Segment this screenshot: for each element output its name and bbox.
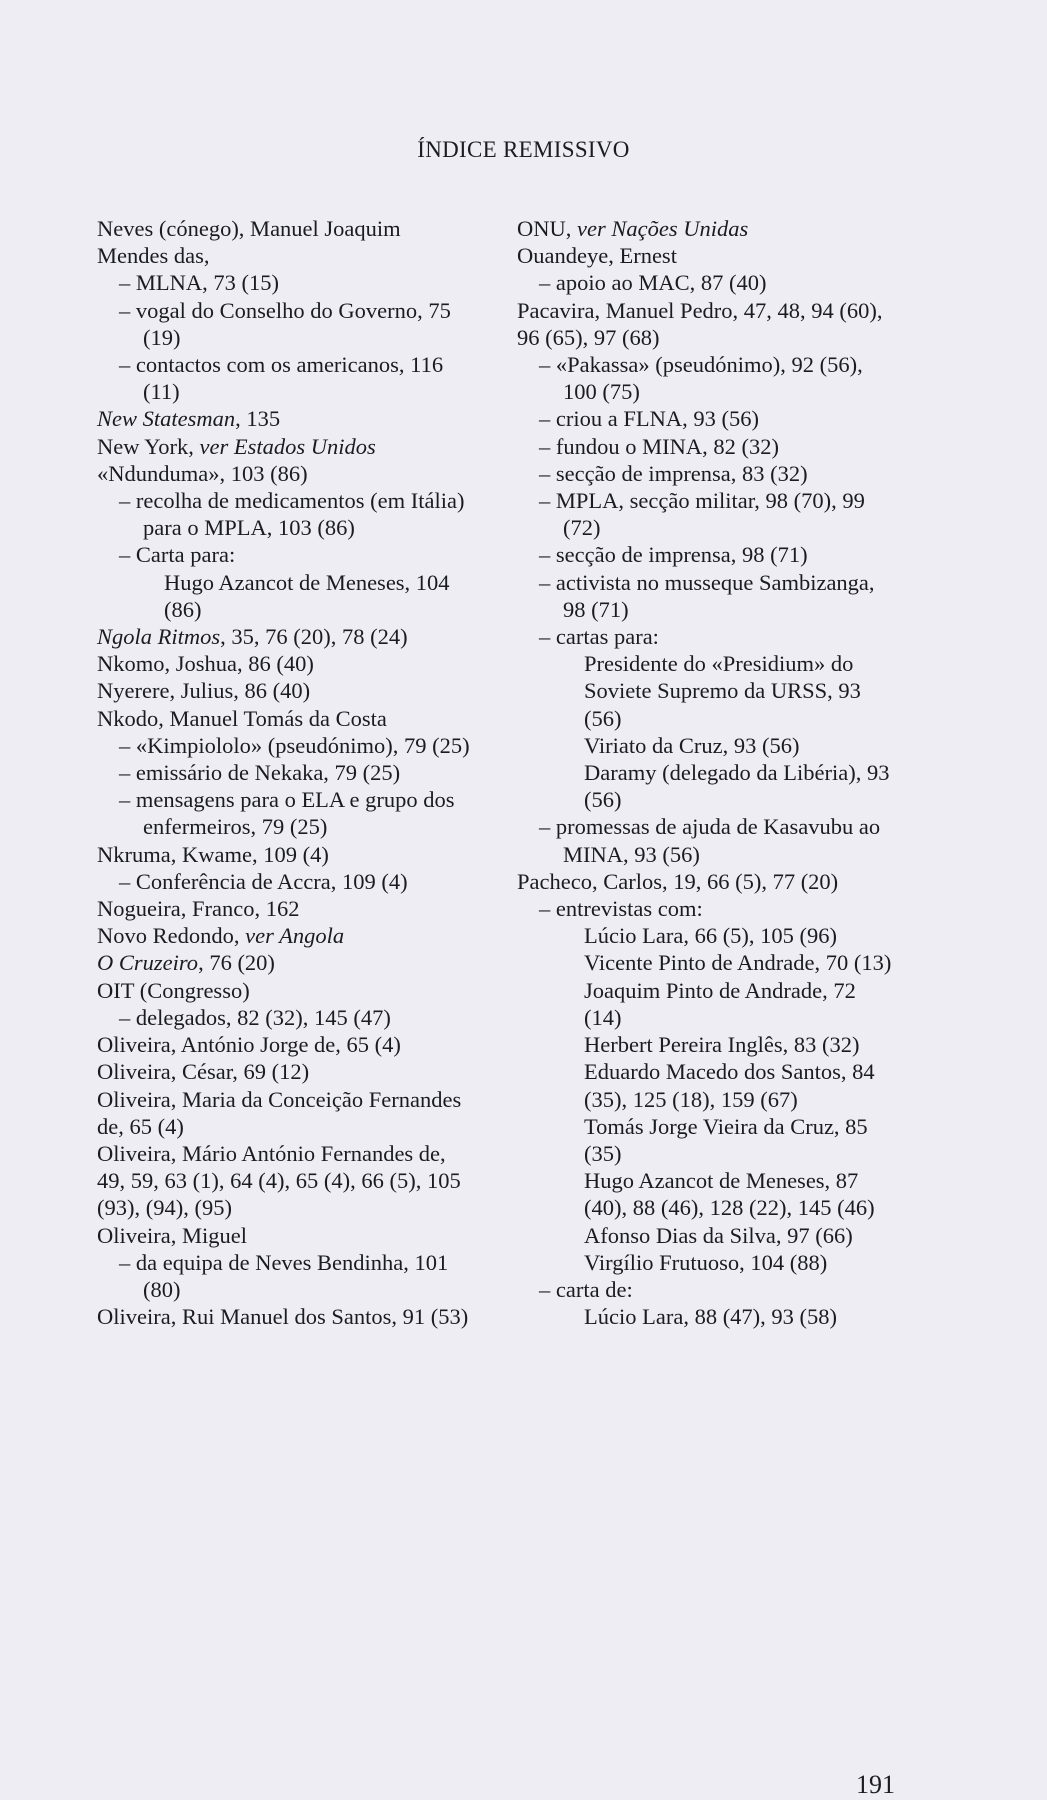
entry-text: – da equipa de Neves Bendinha, 101 (80): [119, 1249, 449, 1302]
index-entry: [517, 569, 897, 623]
entry-text: – carta de:: [539, 1276, 633, 1302]
entry-text: Oliveira, António Jorge de, 65 (4): [97, 1032, 401, 1058]
index-entry: [517, 868, 897, 895]
index-entry: [517, 623, 897, 650]
index-entry: [97, 786, 475, 840]
entry-text: – delegados, 82 (32), 145 (47): [119, 1004, 391, 1030]
entry-cross-reference: ver Nações Unidas: [577, 216, 749, 241]
entry-text: – fundou o MINA, 82 (32): [539, 433, 779, 459]
entry-text: – secção de imprensa, 98 (71): [539, 542, 808, 568]
entry-text: , 35, 76 (20), 78 (24): [220, 624, 408, 650]
index-entry: [97, 650, 475, 677]
index-entry: [97, 1004, 475, 1031]
entry-text: Eduardo Macedo dos Santos, 84 (35), 125 (18), 159 (67): [584, 1059, 875, 1112]
entry-text: Afonso Dias da Silva, 97 (66): [584, 1222, 853, 1248]
index-entry: [517, 405, 897, 432]
entry-cross-reference: ver Estados Unidos: [199, 433, 376, 459]
index-entry: [517, 269, 897, 296]
index-entry: [97, 841, 475, 868]
entry-text: Pacavira, Manuel Pedro, 47, 48, 94 (60), 96 (65), 97 (68): [517, 297, 883, 350]
entry-text: Tomás Jorge Vieira da Cruz, 85 (35): [584, 1113, 868, 1166]
index-entry: [97, 460, 475, 487]
index-entry: [97, 405, 475, 432]
entry-text: Presidente do «Presidium» do Soviete Supremo da URSS, 93 (56): [584, 651, 861, 731]
index-entry: [97, 949, 475, 976]
page-title: ÍNDICE REMISSIVO: [417, 137, 630, 162]
entry-text: – «Pakassa» (pseudónimo), 92 (56), 100 (75): [539, 352, 863, 405]
entry-text: , 135: [235, 406, 281, 432]
entry-text: – emissário de Nekaka, 79 (25): [119, 760, 401, 786]
index-entry: [97, 732, 475, 759]
index-entry: [517, 433, 897, 460]
entry-text: – mensagens para o ELA e grupo dos enfermeiros, 79 (25): [119, 787, 455, 840]
index-entry: [97, 1140, 475, 1222]
index-entry: [97, 269, 475, 296]
index-entry: [97, 922, 475, 949]
entry-text: Nkruma, Kwame, 109 (4): [97, 841, 329, 867]
index-column-right: [517, 215, 897, 1330]
index-entry: [517, 215, 897, 242]
index-entry: [517, 759, 897, 813]
index-entry: [517, 732, 897, 759]
entry-text: – «Kimpiololo» (pseudónimo), 79 (25): [119, 732, 470, 758]
index-entry: [517, 1222, 897, 1249]
entry-text: Virgílio Frutuoso, 104 (88): [584, 1249, 828, 1275]
entry-text: Ouandeye, Ernest: [517, 243, 677, 269]
entry-text: – recolha de medicamentos (em Itália) para o MPLA, 103 (86): [119, 488, 465, 541]
index-entry: [517, 949, 897, 976]
entry-text: – entrevistas com:: [539, 896, 703, 922]
entry-text: – apoio ao MAC, 87 (40): [539, 270, 767, 296]
entry-text: Lúcio Lara, 66 (5), 105 (96): [584, 923, 838, 949]
index-entry: [517, 977, 897, 1031]
index-entry: [97, 351, 475, 405]
entry-text: – Conferência de Accra, 109 (4): [119, 868, 408, 894]
entry-text: Pacheco, Carlos, 19, 66 (5), 77 (20): [517, 868, 839, 894]
entry-text: – Carta para:: [119, 542, 236, 568]
index-entry: [97, 487, 475, 541]
index-column-left: [97, 215, 475, 1330]
index-entry: [97, 1303, 475, 1330]
index-entry: [517, 1249, 897, 1276]
entry-text: Herbert Pereira Inglês, 83 (32): [584, 1032, 860, 1058]
entry-text: Oliveira, Mário António Fernandes de, 49, 59, 63 (1), 64 (4), 65 (4), 66 (5), 105 (93), (94), (95): [97, 1140, 461, 1221]
entry-text: – contactos com os americanos, 116 (11): [119, 352, 444, 405]
entry-text: Viriato da Cruz, 93 (56): [584, 732, 800, 758]
index-entry: [97, 868, 475, 895]
entry-italic-title: Ngola Ritmos: [97, 624, 221, 650]
entry-text: Nyerere, Julius, 86 (40): [97, 678, 311, 704]
entry-text: Joaquim Pinto de Andrade, 72 (14): [584, 977, 856, 1030]
entry-text: – promessas de ajuda de Kasavubu ao MINA, 93 (56): [539, 814, 881, 867]
entry-text: – MPLA, secção militar, 98 (70), 99 (72): [539, 488, 865, 541]
index-entry: [97, 297, 475, 351]
index-entry: [97, 677, 475, 704]
index-entry: [97, 541, 475, 568]
index-entry: [517, 460, 897, 487]
entry-text: Nkodo, Manuel Tomás da Costa: [97, 705, 387, 731]
index-entry: [517, 922, 897, 949]
entry-text: – criou a FLNA, 93 (56): [539, 406, 759, 432]
entry-text: Neves (cónego), Manuel Joaquim Mendes das,: [97, 216, 401, 269]
entry-text: ONU,: [517, 216, 577, 241]
index-entry: [97, 215, 475, 269]
index-entry: [97, 1086, 475, 1140]
index-entry: [97, 1058, 475, 1085]
index-entry: [517, 1058, 897, 1112]
entry-text: Hugo Azancot de Meneses, 87 (40), 88 (46), 128 (22), 145 (46): [584, 1168, 875, 1221]
entry-text: OIT (Congresso): [97, 977, 250, 1003]
index-entry: [517, 297, 897, 351]
index-entry: [517, 242, 897, 269]
index-entry: [97, 705, 475, 732]
index-entry: [517, 1031, 897, 1058]
index-entry: [517, 487, 897, 541]
entry-text: Oliveira, César, 69 (12): [97, 1059, 310, 1085]
index-entry: [97, 569, 475, 623]
entry-text: Daramy (delegado da Libéria), 93 (56): [584, 760, 890, 813]
index-entry: [97, 1222, 475, 1249]
entry-text: «Ndunduma», 103 (86): [97, 460, 308, 486]
entry-text: – vogal do Conselho do Governo, 75 (19): [119, 297, 451, 350]
index-entry: [97, 623, 475, 650]
index-entry: [97, 759, 475, 786]
index-entry: [517, 650, 897, 732]
index-entry: [517, 1113, 897, 1167]
entry-text: , 76 (20): [198, 950, 275, 976]
entry-text: – MLNA, 73 (15): [119, 270, 279, 296]
entry-text: Hugo Azancot de Meneses, 104 (86): [164, 569, 450, 622]
index-entry: [517, 813, 897, 867]
index-entry: [97, 433, 475, 460]
index-entry: [517, 895, 897, 922]
index-entry: [97, 977, 475, 1004]
entry-text: Lúcio Lara, 88 (47), 93 (58): [584, 1304, 838, 1330]
entry-text: Oliveira, Maria da Conceição Fernandes de, 65 (4): [97, 1086, 462, 1139]
index-entry: [97, 1031, 475, 1058]
entry-text: Vicente Pinto de Andrade, 70 (13): [584, 950, 892, 976]
entry-text: – cartas para:: [539, 624, 659, 650]
entry-text: Oliveira, Miguel: [97, 1222, 247, 1248]
entry-italic-title: O Cruzeiro: [97, 950, 199, 976]
index-entry: [517, 1276, 897, 1303]
index-entry: [517, 1303, 897, 1330]
entry-cross-reference: ver Angola: [245, 923, 345, 949]
entry-text: Oliveira, Rui Manuel dos Santos, 91 (53): [97, 1304, 469, 1330]
index-entry: [97, 1249, 475, 1303]
index-entry: [517, 541, 897, 568]
entry-italic-title: New Statesman: [97, 406, 236, 432]
entry-text: – secção de imprensa, 83 (32): [539, 460, 808, 486]
entry-text: – activista no musseque Sambizanga, 98 (71): [539, 569, 875, 622]
index-entry: [97, 895, 475, 922]
entry-text: Novo Redondo,: [97, 923, 246, 949]
index-entry: [517, 351, 897, 405]
entry-text: Nkomo, Joshua, 86 (40): [97, 651, 314, 677]
page-number: 191: [856, 1770, 895, 1799]
index-entry: [517, 1167, 897, 1221]
entry-text: Nogueira, Franco, 162: [97, 896, 300, 922]
entry-text: New York,: [97, 433, 200, 459]
